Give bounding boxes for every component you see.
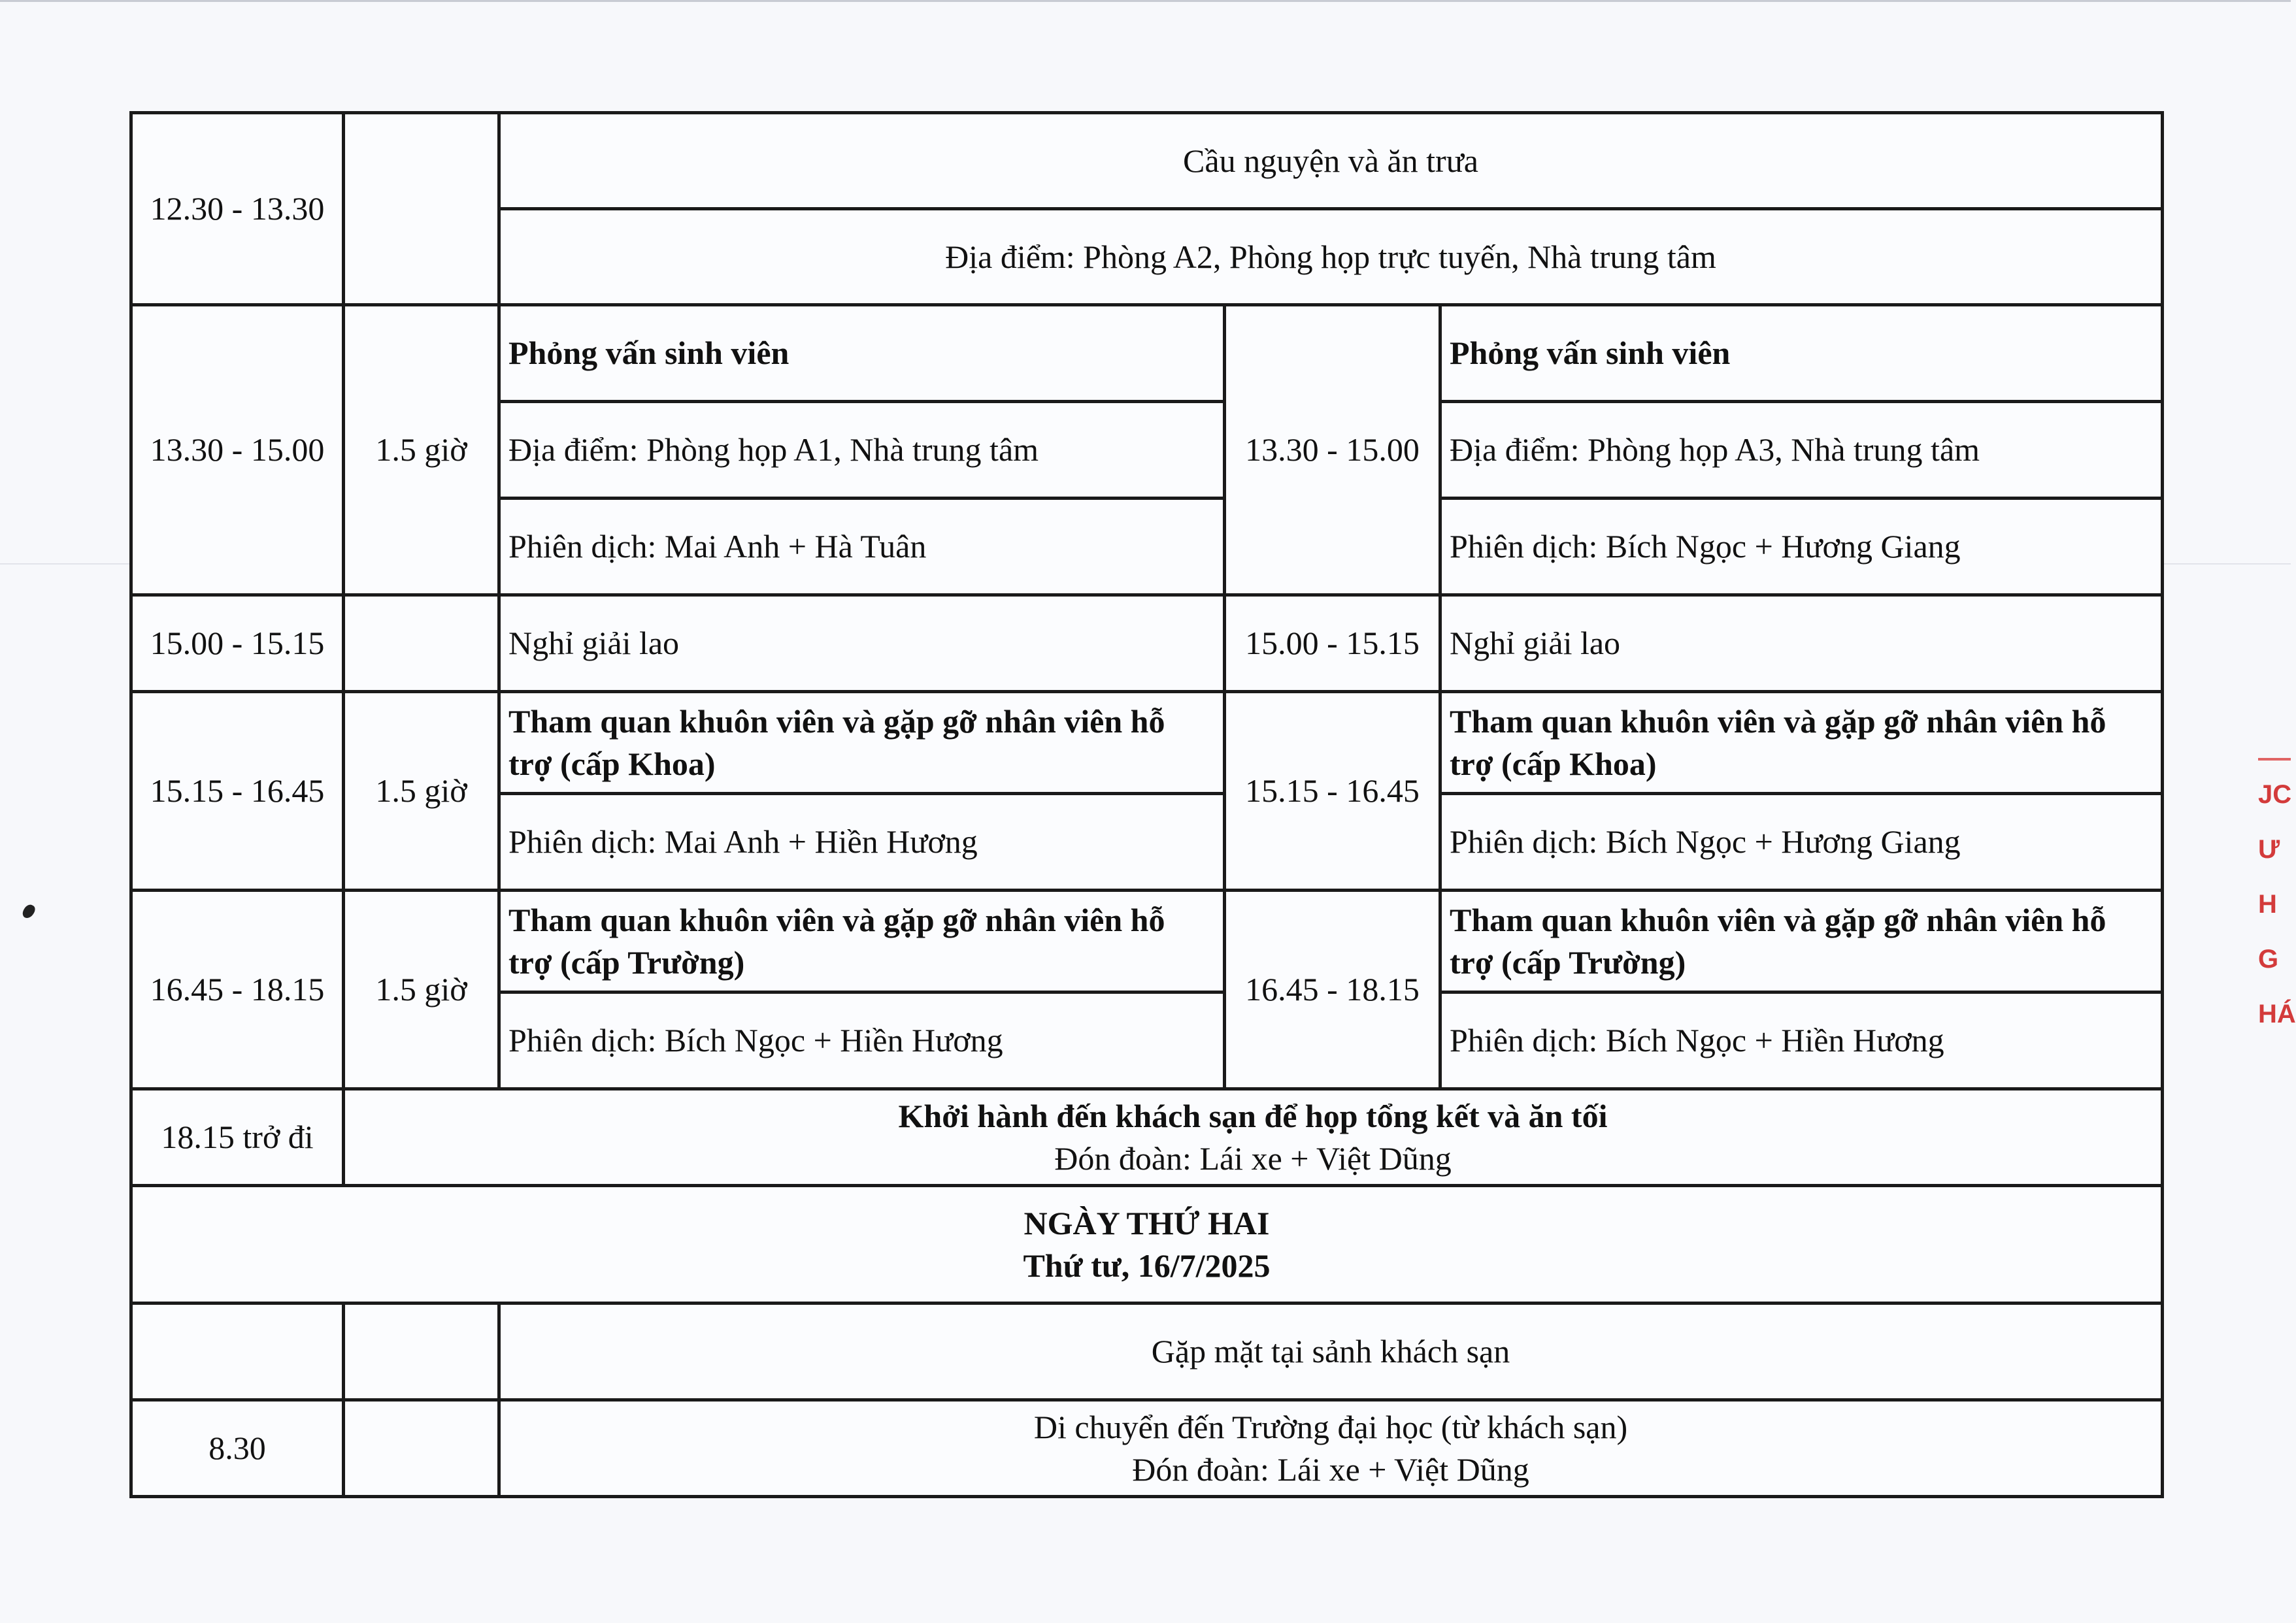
break-time: 15.00 - 15.15 (131, 595, 344, 692)
schedule-table (129, 111, 2164, 1498)
tour-faculty-right-time: 15.15 - 16.45 (1225, 692, 1440, 891)
meet-duration-cell (344, 1303, 499, 1400)
day2-title: NGÀY THỨ HAI (1023, 1204, 1270, 1241)
departure-details (344, 1089, 2163, 1186)
transfer-time: 8.30 (131, 1400, 344, 1497)
transfer-row (131, 1400, 2163, 1497)
tour-school-left-title: Tham quan khuôn viên và gặp gỡ nhân viên hỗ trợ (cấp Trường) (499, 891, 1225, 992)
stamp-fragment-3: H (2258, 890, 2277, 919)
tour-school-right-time: 16.45 - 18.15 (1225, 891, 1440, 1089)
break-duration-cell (344, 595, 499, 692)
lunch-location: Địa điểm: Phòng A2, Phòng họp trực tuyến, Nhà trung tâm (499, 209, 2163, 305)
interview-duration: 1.5 giờ (344, 305, 499, 595)
tour-faculty-left-title: Tham quan khuôn viên và gặp gỡ nhân viên hỗ trợ (cấp Khoa) (499, 692, 1225, 794)
tour-school-left-interpreter: Phiên dịch: Bích Ngọc + Hiền Hương (499, 992, 1225, 1089)
tour-faculty-row (131, 692, 2163, 794)
lunch-row (131, 113, 2163, 209)
tour-school-row (131, 891, 2163, 992)
tour-faculty-duration: 1.5 giờ (344, 692, 499, 891)
lunch-title: Cầu nguyện và ăn trưa (499, 113, 2163, 209)
red-stamp-fragment (2258, 751, 2296, 1028)
tour-school-duration: 1.5 giờ (344, 891, 499, 1089)
transfer-pickup: Đón đoàn: Lái xe + Việt Dũng (1132, 1451, 1529, 1488)
break-right-time: 15.00 - 15.15 (1225, 595, 1440, 692)
interview-left-interpreter: Phiên dịch: Mai Anh + Hà Tuân (499, 499, 1225, 595)
transfer-details (499, 1400, 2163, 1497)
departure-pickup: Đón đoàn: Lái xe + Việt Dũng (1054, 1139, 1452, 1177)
scan-edge-line (0, 0, 2291, 2)
meet-row (131, 1303, 2163, 1400)
tour-faculty-time: 15.15 - 16.45 (131, 692, 344, 891)
departure-time: 18.15 trở đi (131, 1089, 344, 1186)
interview-right-location: Địa điểm: Phòng họp A3, Nhà trung tâm (1440, 402, 2163, 499)
meet-title: Gặp mặt tại sảnh khách sạn (499, 1303, 2163, 1400)
tour-school-right-interpreter: Phiên dịch: Bích Ngọc + Hiền Hương (1440, 992, 2163, 1089)
tour-school-time: 16.45 - 18.15 (131, 891, 344, 1089)
lunch-time: 12.30 - 13.30 (131, 113, 344, 305)
break-right-title: Nghỉ giải lao (1440, 595, 2163, 692)
tour-faculty-left-interpreter: Phiên dịch: Mai Anh + Hiền Hương (499, 794, 1225, 891)
departure-title: Khởi hành đến khách sạn để họp tổng kết và ăn tối (898, 1097, 1608, 1134)
stamp-fragment-5: HÁ (2258, 1000, 2296, 1028)
tour-school-right-title: Tham quan khuôn viên và gặp gỡ nhân viên hỗ trợ (cấp Trường) (1440, 891, 2163, 992)
interview-row (131, 305, 2163, 402)
scan-speck (21, 902, 37, 920)
interview-left-title: Phỏng vấn sinh viên (499, 305, 1225, 402)
interview-right-interpreter: Phiên dịch: Bích Ngọc + Hương Giang (1440, 499, 2163, 595)
break-row (131, 595, 2163, 692)
departure-row (131, 1089, 2163, 1186)
day2-heading-row (131, 1186, 2163, 1303)
break-left-title: Nghỉ giải lao (499, 595, 1225, 692)
day2-heading (131, 1186, 2163, 1303)
day2-date: Thứ tư, 16/7/2025 (1023, 1247, 1271, 1284)
interview-right-time: 13.30 - 15.00 (1225, 305, 1440, 595)
transfer-duration-cell (344, 1400, 499, 1497)
tour-faculty-right-title: Tham quan khuôn viên và gặp gỡ nhân viên hỗ trợ (cấp Khoa) (1440, 692, 2163, 794)
stamp-fragment-2: Ư (2258, 835, 2280, 864)
transfer-title: Di chuyển đến Trường đại học (từ khách sạn) (1033, 1408, 1628, 1445)
lunch-duration-cell (344, 113, 499, 305)
stamp-fragment-1: JC (2258, 780, 2292, 809)
interview-time: 13.30 - 15.00 (131, 305, 344, 595)
meet-time-cell (131, 1303, 344, 1400)
tour-faculty-right-interpreter: Phiên dịch: Bích Ngọc + Hương Giang (1440, 794, 2163, 891)
interview-left-location: Địa điểm: Phòng họp A1, Nhà trung tâm (499, 402, 1225, 499)
stamp-fragment-4: G (2258, 945, 2279, 974)
stamp-rule (2258, 758, 2291, 761)
interview-right-title: Phỏng vấn sinh viên (1440, 305, 2163, 402)
